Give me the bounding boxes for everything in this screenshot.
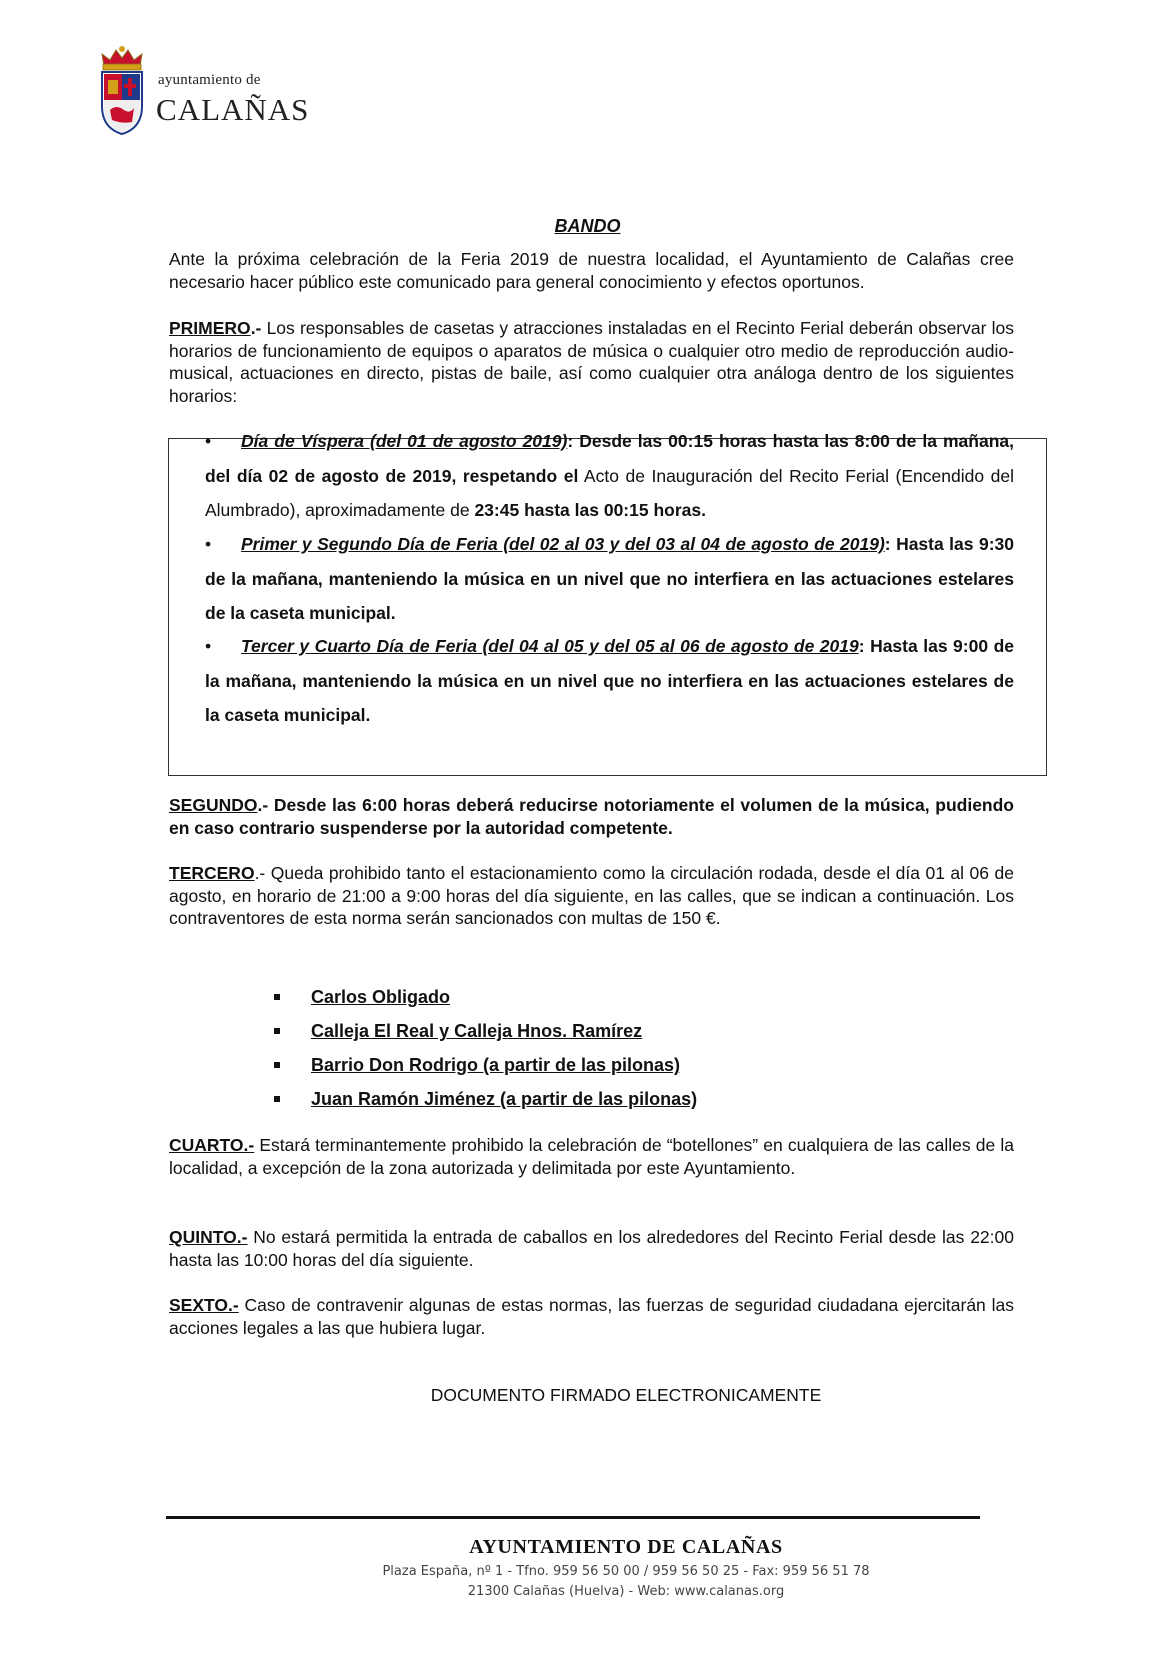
intro-paragraph: Ante la próxima celebración de la Feria 2019 de nuestra localidad, el Ayuntamiento de Calañas cree necesario hacer público este comunicado para general conocimiento y efectos oportunos. xyxy=(169,249,1014,292)
document-title: BANDO xyxy=(554,216,621,236)
schedule-hours: Hasta las 9:30 de la mañana, manteniendo la música en un nivel que no interfiera en las actuaciones estelares de la caseta municipal. xyxy=(205,534,1014,623)
schedule-item xyxy=(205,629,1014,733)
footer-org-name: AYUNTAMIENTO DE CALAÑAS xyxy=(469,1536,783,1558)
segundo-separator: .- xyxy=(257,795,269,815)
org-name-large: CALAÑAS xyxy=(156,92,310,127)
street-name: Calleja El Real y Calleja Hnos. Ramírez xyxy=(311,1021,643,1041)
signature-note: DOCUMENTO FIRMADO ELECTRONICAMENTE xyxy=(430,1385,822,1405)
schedule-colon: : xyxy=(884,534,897,554)
coat-of-arms-logo xyxy=(96,44,148,136)
square-bullet-icon xyxy=(274,1028,280,1034)
schedule-colon: : xyxy=(567,431,580,451)
primero-paragraph xyxy=(169,317,1014,407)
sexto-text: Caso de contravenir algunas de estas normas, las fuerzas de seguridad ciudadana ejercitarán las acciones legales a las que hubiera lugar. xyxy=(169,1295,1014,1338)
segundo-text: Desde las 6:00 horas deberá reducirse notoriamente el volumen de la música, pudiendo en caso contrario suspenderse por la autoridad competente. xyxy=(169,795,1014,838)
cuarto-label: CUARTO.- xyxy=(169,1135,255,1155)
schedule-note: Acto de Inauguración del Recito Ferial (Encendido del Alumbrado), aproximadamente de xyxy=(205,465,1014,520)
footer-address: Plaza España, nº 1 - Tfno. 959 56 50 00 / 959 56 50 25 - Fax: 959 56 51 78 xyxy=(382,1564,870,1579)
segundo-label: SEGUNDO xyxy=(169,795,258,815)
square-bullet-icon xyxy=(274,1062,280,1068)
schedule-hours: Desde las 00:15 horas hasta las 8:00 de la mañana, del día 02 de agosto de 2019, respetando el xyxy=(205,431,1014,486)
quinto-paragraph xyxy=(169,1226,1014,1271)
cuarto-text: Estará terminantemente prohibido la celebración de “botellones” en cualquiera de las calles de la localidad, a excepción de la zona autorizada y delimitada por este Ayuntamiento. xyxy=(169,1135,1014,1178)
bullet-icon: • xyxy=(205,431,212,451)
street-name: Barrio Don Rodrigo (a partir de las pilonas) xyxy=(311,1055,681,1075)
schedule-item xyxy=(205,424,1014,528)
square-bullet-icon xyxy=(274,994,280,1000)
square-bullet-icon xyxy=(274,1096,280,1102)
tercero-paragraph xyxy=(169,862,1014,930)
quinto-label: QUINTO.- xyxy=(169,1227,248,1247)
segundo-paragraph xyxy=(169,794,1014,839)
bullet-icon: • xyxy=(205,636,212,656)
sexto-label: SEXTO.- xyxy=(169,1295,239,1315)
schedule-colon: : xyxy=(858,636,871,656)
schedule-day: Día de Víspera (del 01 de agosto 2019) xyxy=(241,431,568,451)
sexto-paragraph xyxy=(169,1294,1014,1339)
org-name-small: ayuntamiento de xyxy=(158,72,261,88)
tercero-label: TERCERO xyxy=(169,863,255,883)
schedule-hours: Hasta las 9:00 de la mañana, manteniendo la música en un nivel que no interfiera en las actuaciones estelares de la caseta municipal. xyxy=(205,636,1014,725)
footer-divider xyxy=(166,1516,980,1519)
schedule-hours-extra: 23:45 hasta las 00:15 horas. xyxy=(474,500,706,520)
schedule-box xyxy=(168,431,1047,776)
tercero-separator: .- xyxy=(254,863,266,883)
primero-text: Los responsables de casetas y atracciones instaladas en el Recinto Ferial deberán observar los horarios de funcionamiento de equipos o aparatos de música o cualquier otro medio de reproducción audio-musical, actuaciones en directo, pistas de baile, así como cualquier otra análoga dentro de los siguientes horarios: xyxy=(169,318,1014,406)
tercero-text: Queda prohibido tanto el estacionamiento como la circulación rodada, desde el día 01 al 06 de agosto, en horario de 21:00 a 9:00 horas del día siguiente, en las calles, que se indican a continuación. Los contraventores de esta norma serán sancionados con multas de 150 €. xyxy=(169,863,1014,928)
primero-separator: .- xyxy=(250,318,262,338)
cuarto-paragraph xyxy=(169,1134,1014,1179)
bullet-icon: • xyxy=(205,534,212,554)
schedule-day: Primer y Segundo Día de Feria (del 02 al 03 y del 03 al 04 de agosto de 2019) xyxy=(241,534,885,554)
quinto-text: No estará permitida la entrada de caballos en los alrededores del Recinto Ferial desde las 22:00 hasta las 10:00 horas del día siguiente. xyxy=(169,1227,1014,1270)
street-name: Juan Ramón Jiménez (a partir de las pilonas) xyxy=(311,1089,698,1109)
footer-web: 21300 Calañas (Huelva) - Web: www.calanas.org xyxy=(467,1584,785,1599)
schedule-day: Tercer y Cuarto Día de Feria (del 04 al 05 y del 05 al 06 de agosto de 2019 xyxy=(241,636,859,656)
street-name: Carlos Obligado xyxy=(311,987,451,1007)
primero-label: PRIMERO xyxy=(169,318,251,338)
schedule-item xyxy=(205,527,1014,631)
